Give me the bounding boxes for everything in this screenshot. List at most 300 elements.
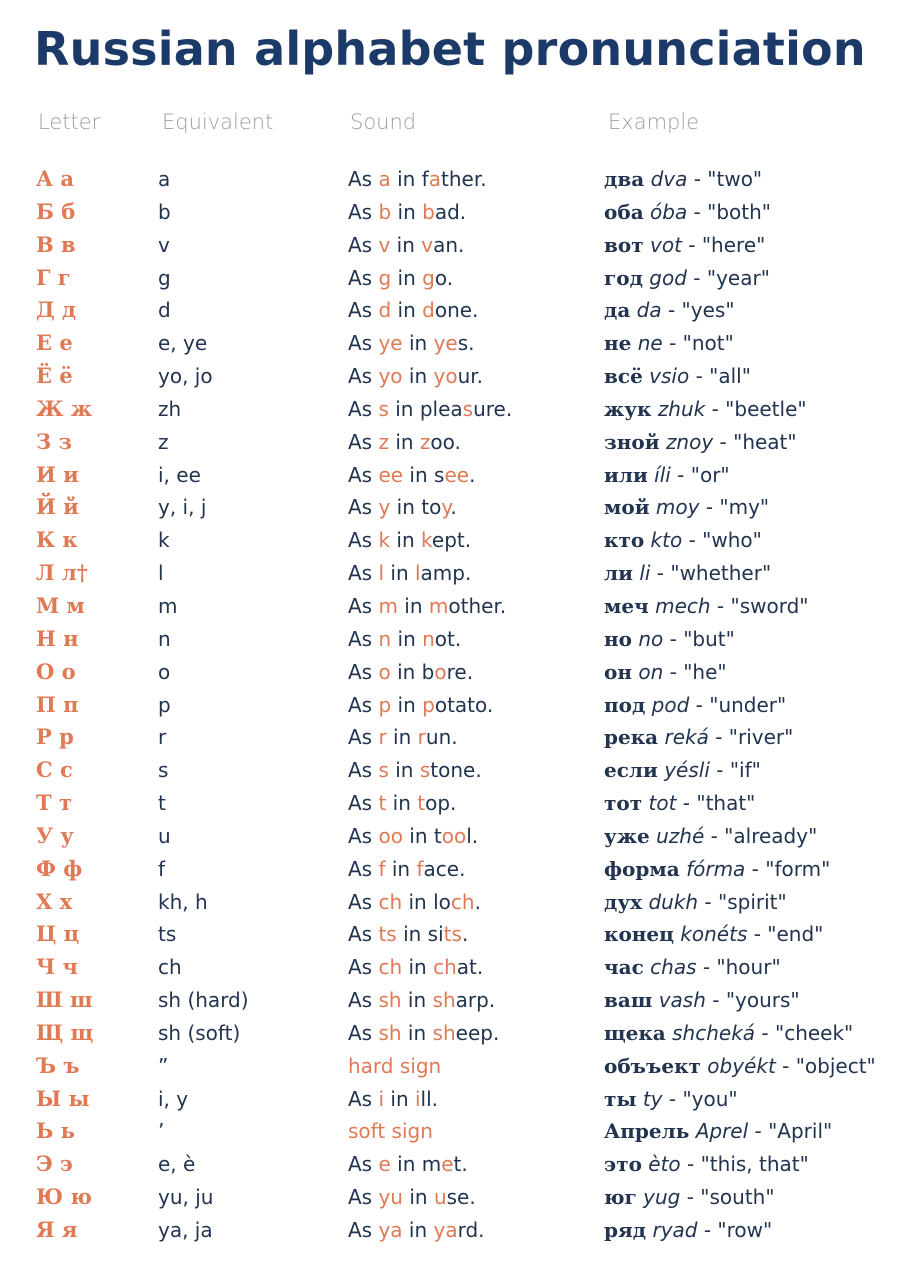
sound-highlight: sh xyxy=(432,1020,456,1045)
sound-highlight: ya xyxy=(378,1218,403,1242)
example-word-highlight: д xyxy=(604,298,618,323)
letter-cell: Т т xyxy=(36,790,72,816)
sound-highlight: a xyxy=(428,167,441,191)
sound-text: As xyxy=(348,396,379,421)
sound-highlight: t xyxy=(378,791,387,816)
table-row xyxy=(0,984,920,1017)
equivalent-cell: m xyxy=(158,593,178,618)
sound-text: l. xyxy=(466,823,479,848)
example-word-highlight: т xyxy=(604,791,617,816)
example-cell xyxy=(604,689,786,721)
sound-highlight: g xyxy=(378,265,392,290)
sound-highlight: k xyxy=(378,528,391,553)
example-cell xyxy=(604,853,830,885)
equivalent-cell: k xyxy=(158,528,170,553)
example-meaning: - "river" xyxy=(708,725,794,750)
sound-text: As xyxy=(348,1086,379,1111)
letter-cell: Я я xyxy=(36,1217,78,1242)
equivalent-cell: zh xyxy=(158,396,182,421)
sound-highlight: ye xyxy=(378,331,403,356)
example-transliteration: reká xyxy=(664,725,709,750)
sound-text: As xyxy=(348,823,379,848)
sound-cell xyxy=(348,327,474,359)
sound-text: se. xyxy=(446,1185,476,1210)
sound-highlight: oo xyxy=(441,823,467,848)
example-word-highlight: м xyxy=(604,593,622,618)
sound-text: in si xyxy=(396,922,444,947)
sound-text: As xyxy=(348,922,379,947)
sound-text: As xyxy=(348,1020,379,1045)
sound-text: amp. xyxy=(420,561,472,586)
table-row xyxy=(0,918,920,951)
example-transliteration: óba xyxy=(650,199,688,224)
sound-text: As xyxy=(348,1152,379,1177)
table-row xyxy=(0,491,920,524)
example-word-highlight: и xyxy=(604,462,619,487)
example-meaning: - "already" xyxy=(704,823,818,848)
sound-text: As xyxy=(348,659,379,684)
table-row xyxy=(0,163,920,196)
sound-text: in xyxy=(401,1020,433,1045)
table-row xyxy=(0,886,920,919)
sound-highlight: ee xyxy=(444,462,470,487)
table-row xyxy=(0,623,920,656)
example-transliteration: chas xyxy=(650,955,697,980)
example-word: ека xyxy=(617,725,659,750)
sound-text: As xyxy=(348,889,379,914)
sound-cell xyxy=(348,1214,485,1246)
example-word: и xyxy=(618,561,633,586)
sound-cell xyxy=(348,426,461,458)
example-word: же xyxy=(616,823,650,848)
sound-text: As xyxy=(348,429,379,454)
example-transliteration: èto xyxy=(648,1152,681,1177)
table-row xyxy=(0,524,920,557)
sound-highlight: sh xyxy=(378,1020,402,1045)
letter-cell: Б б xyxy=(36,198,76,224)
letter-cell: И и xyxy=(36,461,79,487)
sound-text: eep. xyxy=(455,1020,500,1045)
example-word-highlight: ц xyxy=(659,922,674,947)
sound-highlight: yo xyxy=(433,364,458,389)
sound-text: As xyxy=(348,988,379,1013)
letter-cell: Х х xyxy=(36,888,73,914)
example-word: то xyxy=(616,1152,642,1177)
example-transliteration: dva xyxy=(650,167,688,191)
sound-text: t. xyxy=(453,1152,468,1177)
example-cell xyxy=(604,327,734,359)
example-cell xyxy=(604,820,817,852)
example-transliteration: Aprel xyxy=(695,1119,749,1144)
example-word-highlight: р xyxy=(604,725,618,750)
example-transliteration: obyékt xyxy=(707,1053,776,1078)
example-transliteration: yug xyxy=(643,1185,681,1210)
sound-cell xyxy=(348,262,453,294)
equivalent-cell: sh (hard) xyxy=(158,988,249,1013)
example-word: о xyxy=(618,626,632,651)
example-word-highlight: ф xyxy=(604,856,623,881)
example-transliteration: mech xyxy=(655,593,711,618)
equivalent-cell: ” xyxy=(158,1053,169,1078)
sound-highlight: t xyxy=(417,791,426,816)
example-word: а xyxy=(630,199,644,224)
example-cell xyxy=(604,787,755,819)
equivalent-cell: p xyxy=(158,692,171,717)
sound-highlight: v xyxy=(421,232,434,257)
table-row xyxy=(0,196,920,229)
example-cell xyxy=(604,557,771,589)
sound-cell xyxy=(348,229,464,261)
table-row xyxy=(0,1050,920,1083)
sound-text: As xyxy=(348,199,379,224)
sound-text: in t xyxy=(402,823,442,848)
sound-text: As xyxy=(348,265,379,290)
example-meaning: - "if" xyxy=(709,758,761,783)
table-row xyxy=(0,327,920,360)
sound-text: re. xyxy=(446,659,474,684)
example-cell xyxy=(604,951,781,983)
sound-text: in xyxy=(384,1086,415,1111)
sound-text: ure. xyxy=(473,396,513,421)
sound-cell xyxy=(348,886,481,918)
example-transliteration: da xyxy=(636,298,662,323)
sound-highlight: ee xyxy=(378,462,404,487)
example-word: е xyxy=(604,758,617,783)
sound-cell xyxy=(348,1050,441,1082)
table-row xyxy=(0,721,920,754)
sound-cell xyxy=(348,590,506,622)
sound-highlight: ts xyxy=(443,922,462,947)
sound-text: As xyxy=(348,791,379,816)
example-transliteration: zhuk xyxy=(657,396,706,421)
table-row xyxy=(0,1115,920,1148)
sound-highlight: o xyxy=(378,659,391,684)
sound-text: . xyxy=(461,922,469,947)
example-word-highlight: ю xyxy=(604,1185,625,1210)
example-word-highlight: ы xyxy=(616,1086,637,1111)
example-word: то xyxy=(618,528,645,553)
sound-text: in m xyxy=(390,1152,442,1177)
sound-text: o. xyxy=(434,265,454,290)
example-word-highlight: с xyxy=(616,758,629,783)
example-word-highlight: п xyxy=(604,692,619,717)
example-meaning: - "end" xyxy=(747,922,824,947)
example-meaning: - "this, that" xyxy=(680,1152,809,1177)
sound-cell xyxy=(348,163,487,195)
example-transliteration: kto xyxy=(650,528,683,553)
sound-highlight: s xyxy=(462,396,474,421)
sound-text: in xyxy=(391,626,423,651)
sound-text: op. xyxy=(425,791,457,816)
example-word: г xyxy=(624,1185,637,1210)
sound-highlight: a xyxy=(378,167,391,191)
example-word: а xyxy=(617,298,631,323)
example-word: объ xyxy=(604,1053,647,1078)
example-word: ва xyxy=(604,988,631,1013)
sound-text: in b xyxy=(390,659,435,684)
example-word-highlight: э xyxy=(604,1152,617,1177)
sound-text: in xyxy=(402,364,434,389)
letter-cell: Ш ш xyxy=(36,987,93,1013)
sound-highlight: y xyxy=(441,495,451,520)
sound-highlight: d xyxy=(378,298,392,323)
example-meaning: - "cheek" xyxy=(755,1020,854,1045)
sound-cell xyxy=(348,820,478,852)
example-transliteration: íli xyxy=(654,462,671,487)
sound-cell xyxy=(348,491,457,523)
example-meaning: - "south" xyxy=(680,1185,775,1210)
example-word: мо xyxy=(604,495,635,520)
sound-cell xyxy=(348,1115,433,1147)
sound-cell xyxy=(348,754,482,786)
example-word-highlight: щ xyxy=(604,1020,626,1045)
letter-cell: А а xyxy=(36,166,75,191)
sound-text: As xyxy=(348,561,379,586)
sound-text: un. xyxy=(425,725,458,750)
example-transliteration: pod xyxy=(651,692,690,717)
table-row xyxy=(0,787,920,820)
letter-cell: Э э xyxy=(36,1151,73,1177)
example-cell xyxy=(604,294,735,326)
letter-cell: Ц ц xyxy=(36,921,80,947)
equivalent-cell: g xyxy=(158,265,171,290)
sound-highlight: g xyxy=(422,265,435,290)
sound-text: As xyxy=(348,955,379,980)
example-transliteration: yésli xyxy=(664,758,710,783)
sound-cell xyxy=(348,294,478,326)
example-cell xyxy=(604,590,809,622)
example-word-highlight: ш xyxy=(630,988,653,1013)
letter-cell: Ч ч xyxy=(36,954,78,980)
example-cell xyxy=(604,1083,738,1115)
sound-text: in f xyxy=(390,167,429,191)
example-word: т xyxy=(604,1086,617,1111)
sound-highlight: ch xyxy=(433,955,457,980)
equivalent-cell: v xyxy=(158,232,170,257)
sound-text: As xyxy=(348,298,379,323)
example-word-highlight: й xyxy=(634,495,650,520)
letter-cell: Д д xyxy=(36,297,76,323)
table-row xyxy=(0,229,920,262)
equivalent-cell: o xyxy=(158,659,171,684)
header-example: Example xyxy=(608,110,700,134)
sound-cell xyxy=(348,360,483,392)
sound-cell xyxy=(348,853,465,885)
example-word: о xyxy=(616,791,630,816)
equivalent-cell: y, i, j xyxy=(158,495,207,520)
sound-text: As xyxy=(348,528,379,553)
letter-cell: Ь ь xyxy=(36,1118,75,1144)
sound-text: As xyxy=(348,758,379,783)
sound-text: in xyxy=(390,528,422,553)
sound-text: at. xyxy=(456,955,484,980)
sound-text: As xyxy=(348,364,379,389)
equivalent-cell: ya, ja xyxy=(158,1218,213,1242)
sound-highlight: r xyxy=(378,725,387,750)
table-row xyxy=(0,820,920,853)
sound-highlight: sh xyxy=(432,988,456,1013)
example-transliteration: vash xyxy=(658,988,706,1013)
table-row xyxy=(0,393,920,426)
sound-highlight: s xyxy=(419,758,431,783)
letter-cell: Щ щ xyxy=(36,1019,94,1045)
example-word: ли xyxy=(628,758,658,783)
sound-cell xyxy=(348,918,468,950)
sound-highlight: ts xyxy=(378,922,397,947)
header-letter: Letter xyxy=(38,110,101,134)
table-row xyxy=(0,1181,920,1214)
sound-text: in xyxy=(402,955,434,980)
example-cell xyxy=(604,229,765,261)
example-meaning: - "he" xyxy=(663,659,727,684)
example-word-highlight: г xyxy=(604,265,617,290)
example-word-highlight: ъ xyxy=(646,1053,662,1078)
example-cell xyxy=(604,196,771,228)
sound-text: oo. xyxy=(430,429,461,454)
example-cell xyxy=(604,1050,876,1082)
example-word-highlight: д xyxy=(632,1218,647,1242)
sound-highlight: sh xyxy=(378,988,402,1013)
example-word: ека xyxy=(625,1020,666,1045)
equivalent-cell: i, ee xyxy=(158,462,201,487)
sound-text: As xyxy=(348,725,379,750)
example-cell xyxy=(604,1214,772,1246)
example-transliteration: uzhé xyxy=(656,823,705,848)
sound-highlight: m xyxy=(428,593,449,618)
example-word: коне xyxy=(604,922,660,947)
sound-cell xyxy=(348,196,466,228)
sound-highlight: v xyxy=(378,232,391,257)
sound-text: in to xyxy=(390,495,442,520)
example-transliteration: shcheká xyxy=(672,1020,756,1045)
sound-text: in xyxy=(402,331,434,356)
example-cell xyxy=(604,918,823,950)
table-row xyxy=(0,689,920,722)
equivalent-cell: ’ xyxy=(158,1119,165,1144)
example-word: н xyxy=(617,659,632,684)
example-meaning: - "my" xyxy=(699,495,770,520)
equivalent-cell: f xyxy=(158,856,166,881)
sound-cell xyxy=(348,787,456,819)
sound-cell xyxy=(348,623,461,655)
sound-text: in s xyxy=(403,462,445,487)
equivalent-cell: e, ye xyxy=(158,331,208,356)
letter-cell: Ё ё xyxy=(36,363,73,389)
table-row xyxy=(0,1017,920,1050)
sound-highlight: n xyxy=(422,626,435,651)
header-sound: Sound xyxy=(350,110,417,134)
example-transliteration: li xyxy=(639,561,651,586)
table-row xyxy=(0,360,920,393)
equivalent-cell: sh (soft) xyxy=(158,1020,241,1045)
example-meaning: - "year" xyxy=(686,265,770,290)
sound-cell xyxy=(348,1083,438,1115)
letter-cell: Л л† xyxy=(36,560,88,586)
example-word-highlight: о xyxy=(604,659,618,684)
example-meaning: - "all" xyxy=(689,364,751,389)
sound-text: As xyxy=(348,593,379,618)
sound-text: in xyxy=(402,1218,434,1242)
example-word-highlight: ж xyxy=(604,396,625,421)
example-cell xyxy=(604,1181,775,1213)
example-cell xyxy=(604,393,807,425)
example-cell xyxy=(604,721,793,753)
sound-highlight: soft sign xyxy=(348,1119,433,1144)
letter-cell: Ф ф xyxy=(36,855,83,881)
example-word-highlight: а xyxy=(631,167,645,191)
example-transliteration: fórma xyxy=(686,856,746,881)
sound-highlight: i xyxy=(414,1086,421,1111)
example-word: еч xyxy=(621,593,649,618)
example-meaning: - "here" xyxy=(681,232,766,257)
table-row xyxy=(0,853,920,886)
example-word: орма xyxy=(622,856,680,881)
equivalent-cell: t xyxy=(158,791,166,816)
sound-text: in xyxy=(391,265,423,290)
sound-highlight: b xyxy=(378,199,392,224)
example-word-highlight: ь xyxy=(675,1119,690,1144)
sound-highlight: n xyxy=(378,626,392,651)
sound-text: in xyxy=(391,199,423,224)
example-meaning: - "April" xyxy=(748,1119,833,1144)
example-word: от xyxy=(617,232,644,257)
letter-cell: Ы ы xyxy=(36,1085,90,1111)
example-meaning: - "form" xyxy=(745,856,831,881)
example-word: ект xyxy=(661,1053,701,1078)
sound-highlight: s xyxy=(378,758,389,783)
letter-cell: З з xyxy=(36,428,72,454)
sound-highlight: b xyxy=(422,199,435,224)
sound-highlight: ch xyxy=(378,889,403,914)
letter-cell: Ж ж xyxy=(36,395,93,421)
table-row xyxy=(0,262,920,295)
table-row xyxy=(0,1083,920,1116)
example-meaning: - "hour" xyxy=(696,955,781,980)
sound-highlight: ye xyxy=(433,331,458,356)
example-meaning: - "that" xyxy=(676,791,756,816)
example-cell xyxy=(604,426,797,458)
example-meaning: - "row" xyxy=(697,1218,773,1242)
example-word-highlight: т xyxy=(629,791,643,816)
sound-text: an. xyxy=(433,232,465,257)
sound-highlight: k xyxy=(421,528,432,553)
sound-highlight: u xyxy=(433,1185,447,1210)
example-meaning: - "not" xyxy=(662,331,734,356)
example-word-highlight: х xyxy=(630,889,643,914)
sound-text: one. xyxy=(434,298,479,323)
example-meaning: - "whether" xyxy=(650,561,772,586)
sound-text: in plea xyxy=(388,396,463,421)
example-meaning: - "sword" xyxy=(710,593,809,618)
equivalent-cell: d xyxy=(158,298,171,323)
example-cell xyxy=(604,886,787,918)
sound-cell xyxy=(348,524,471,556)
sound-text: s. xyxy=(457,331,475,356)
table-row xyxy=(0,459,920,492)
sound-highlight: e xyxy=(378,1152,391,1177)
equivalent-cell: u xyxy=(158,823,171,848)
example-cell xyxy=(604,491,769,523)
letter-cell: Е е xyxy=(36,330,73,356)
equivalent-cell: e, è xyxy=(158,1152,196,1177)
example-transliteration: god xyxy=(649,265,687,290)
sound-highlight: d xyxy=(422,298,435,323)
example-transliteration: ty xyxy=(642,1086,663,1111)
sound-highlight: r xyxy=(417,725,426,750)
example-cell xyxy=(604,656,727,688)
letter-cell: Ю ю xyxy=(36,1184,92,1210)
example-word: ря xyxy=(604,1218,633,1242)
